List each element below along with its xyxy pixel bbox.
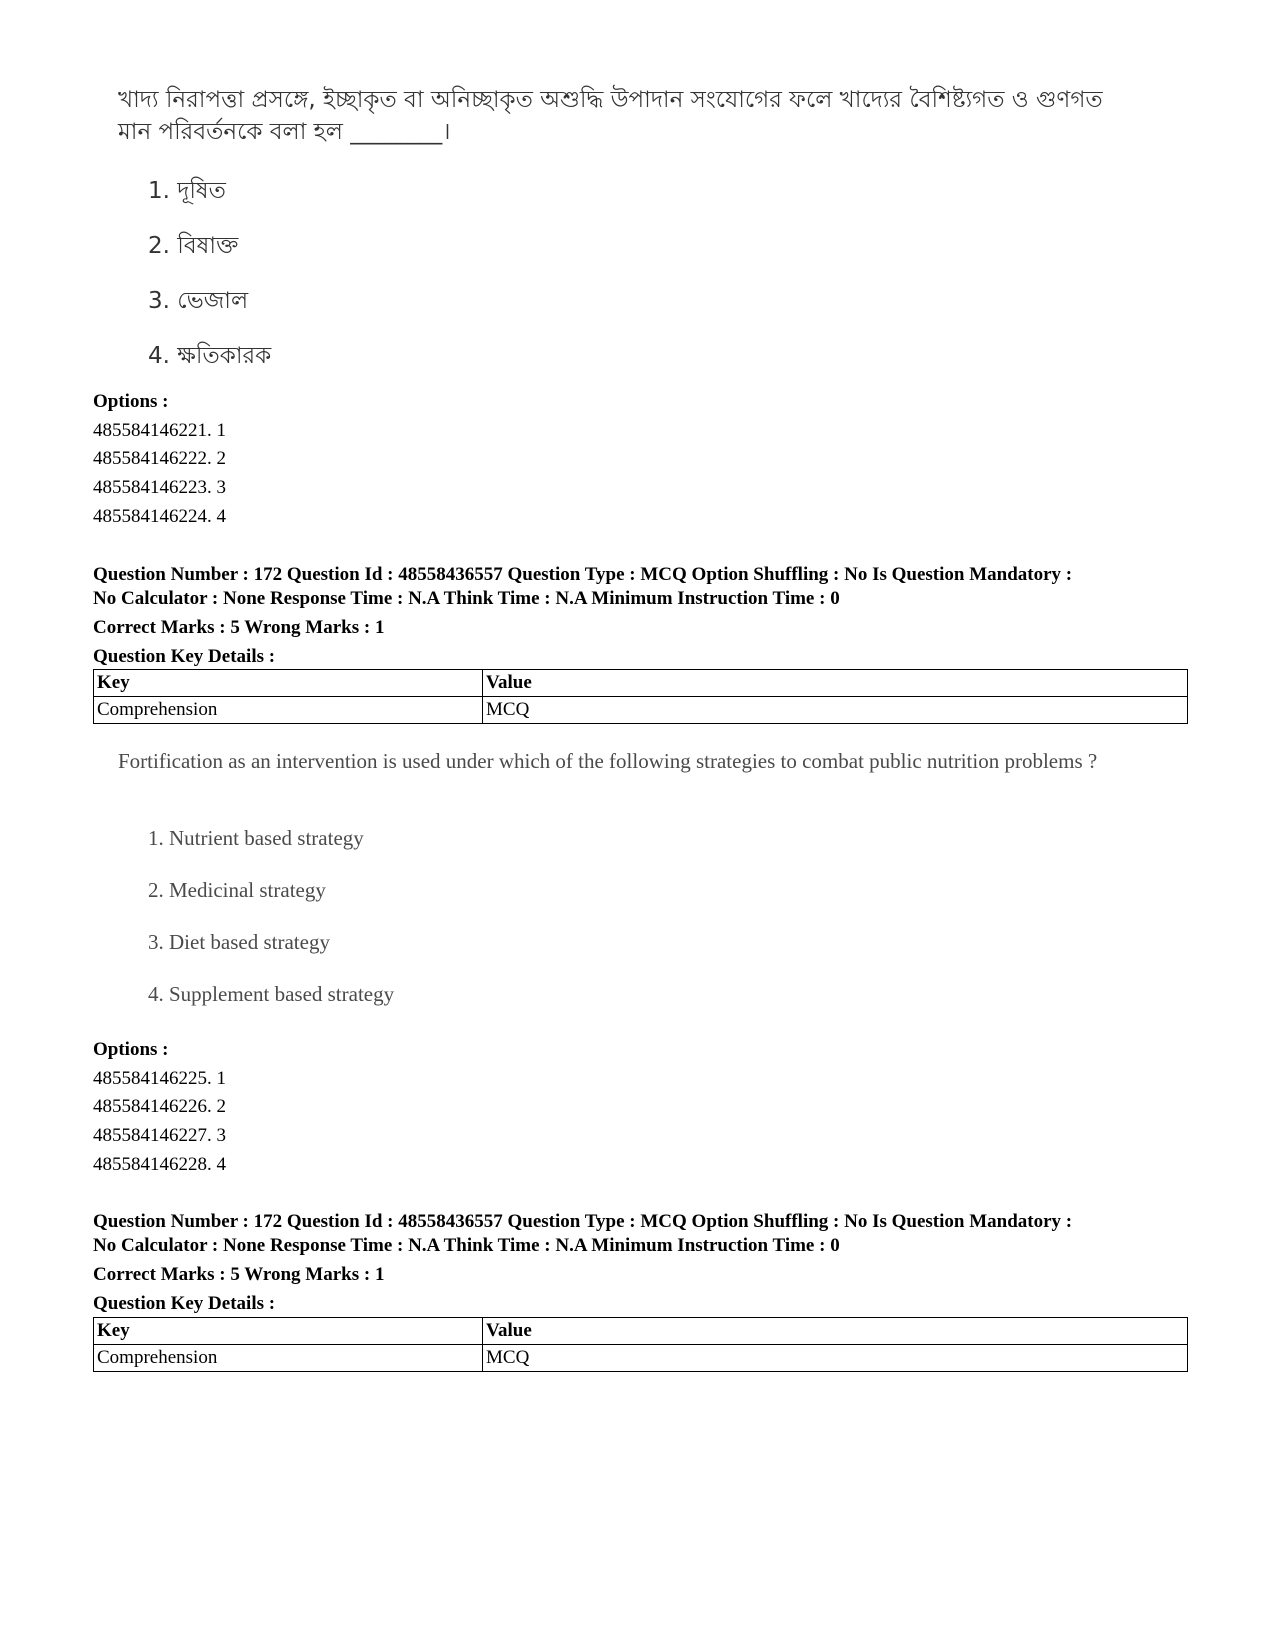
options-block-2: [93, 1036, 226, 1180]
table-header-row: [94, 670, 1188, 697]
question-1-choice-3: 3. ভেজাল: [148, 288, 249, 314]
question-meta-line-2: No Calculator : None Response Time : N.A Think Time : N.A Minimum Instruction Time : 0: [93, 1235, 840, 1256]
key-details-heading: Question Key Details :: [93, 646, 276, 667]
table-header-row: [94, 1318, 1188, 1345]
key-details-table-2: [93, 1317, 1188, 1372]
option-item: 485584146225. 1: [93, 1067, 226, 1089]
question-2-choice-4: 4. Supplement based strategy: [148, 982, 395, 1006]
question-2-stem: Fortification as an intervention is used under which of the following strategies to combat public nutrition problems ?: [118, 749, 1098, 773]
key-details-heading: Question Key Details :: [93, 1293, 276, 1314]
question-1-choice-1: 1. দূষিত: [148, 178, 226, 204]
question-2-choice-2: 2. Medicinal strategy: [148, 878, 326, 902]
table-header-value: Value: [483, 670, 1188, 697]
options-heading: Options :: [93, 1039, 169, 1060]
option-item: 485584146227. 3: [93, 1125, 226, 1147]
option-item: 485584146223. 3: [93, 477, 226, 499]
question-1-choice-2: 2. বিষাক্ত: [148, 233, 239, 259]
option-item: 485584146222. 2: [93, 448, 226, 470]
question-2-choice-1: 1. Nutrient based strategy: [148, 826, 364, 850]
option-item: 485584146224. 4: [93, 505, 226, 527]
question-2-choice-3: 3. Diet based strategy: [148, 930, 330, 954]
table-row: [94, 697, 1188, 724]
options-block-1: [93, 388, 226, 532]
option-item: 485584146221. 1: [93, 419, 226, 441]
options-heading: Options :: [93, 391, 169, 412]
question-1-choice-4: 4. ক্ষতিকারক: [148, 343, 272, 369]
question-1-stem: খাদ্য নিরাপত্তা প্রসঙ্গে, ইচ্ছাকৃত বা অনিচ্ছাকৃত অশুদ্ধি উপাদান সংযোগের ফলে খাদ্যের বৈশিষ্ট্যগত ও গুণগত মান পরিবর্তনকে বলা হল ________।: [118, 87, 1103, 145]
table-cell-key: Comprehension: [94, 697, 483, 724]
table-header-value: Value: [483, 1318, 1188, 1345]
option-item: 485584146226. 2: [93, 1096, 226, 1118]
table-cell-value: MCQ: [483, 697, 1188, 724]
table-cell-key: Comprehension: [94, 1345, 483, 1372]
key-details-table-1: [93, 669, 1188, 724]
question-2: [118, 746, 1128, 1006]
question-1: [118, 84, 1118, 369]
marks-line: Correct Marks : 5 Wrong Marks : 1: [93, 1264, 385, 1285]
marks-line: Correct Marks : 5 Wrong Marks : 1: [93, 617, 385, 638]
question-meta-1: [93, 563, 1193, 669]
table-cell-value: MCQ: [483, 1345, 1188, 1372]
question-meta-2: [93, 1210, 1193, 1316]
table-header-key: Key: [94, 1318, 483, 1345]
question-meta-line-2: No Calculator : None Response Time : N.A Think Time : N.A Minimum Instruction Time : 0: [93, 588, 840, 609]
option-item: 485584146228. 4: [93, 1153, 226, 1175]
table-row: [94, 1345, 1188, 1372]
table-header-key: Key: [94, 670, 483, 697]
question-meta-line-1: Question Number : 172 Question Id : 48558436557 Question Type : MCQ Option Shuffling : No Is Question Mandatory :: [93, 1211, 1073, 1232]
question-meta-line-1: Question Number : 172 Question Id : 48558436557 Question Type : MCQ Option Shuffling : No Is Question Mandatory :: [93, 564, 1073, 585]
